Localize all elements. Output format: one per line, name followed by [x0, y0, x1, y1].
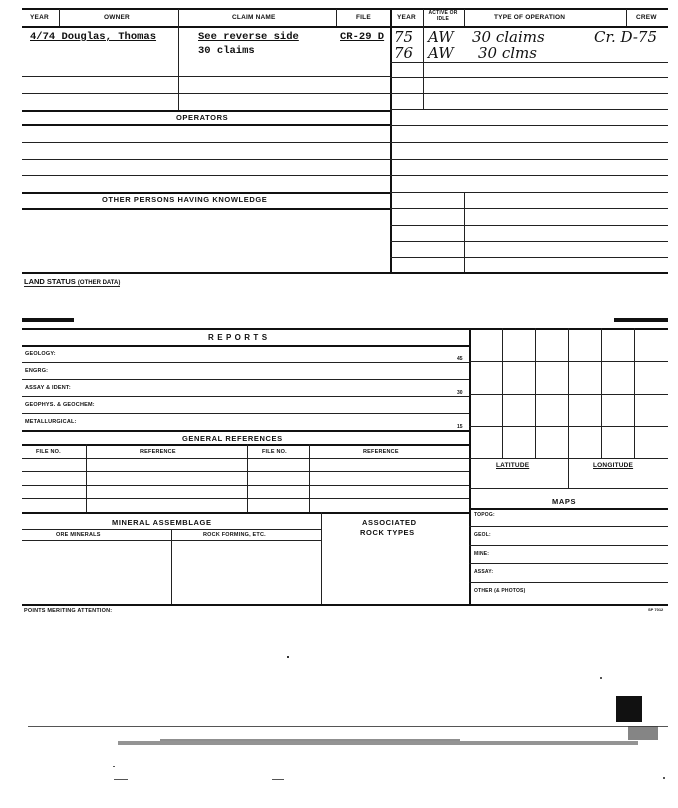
col-claim-name-header: CLAIM NAME	[232, 14, 276, 21]
longitude-label: LONGITUDE	[593, 462, 634, 469]
entry-file: CR-29 D	[340, 31, 385, 43]
hand-row2-status: AW	[428, 44, 454, 62]
report-geophys-geochem: GEOPHYS. & GEOCHEM:	[25, 402, 95, 408]
other-persons-heading: OTHER PERSONS HAVING KNOWLEDGE	[102, 195, 268, 204]
map-assay: ASSAY:	[474, 569, 494, 575]
margin-number-45: 45	[457, 356, 463, 362]
land-status-label	[24, 277, 120, 287]
margin-number-15: 15	[457, 424, 463, 430]
ore-minerals-label: ORE MINERALS	[56, 532, 101, 538]
hand-row2-type: 30 clms	[478, 44, 537, 62]
gen-ref-col-reference-2: REFERENCE	[363, 449, 399, 455]
col-owner-header: OWNER	[104, 14, 130, 21]
hand-row1-crew: Cr. D-75	[594, 28, 657, 46]
map-mine: MINE:	[474, 551, 490, 557]
entry-claim-name-line2: 30 claims	[198, 45, 255, 57]
latitude-label: LATITUDE	[496, 462, 530, 469]
operators-heading: OPERATORS	[176, 113, 229, 122]
land-status-sub: (OTHER DATA)	[77, 280, 121, 286]
col-year2-header: YEAR	[397, 14, 416, 21]
maps-heading: MAPS	[552, 497, 577, 506]
land-status-main: LAND STATUS	[24, 277, 76, 286]
report-geology: GEOLOGY:	[25, 351, 56, 357]
form-code: SP 7012	[648, 607, 664, 612]
reports-heading: R E P O R T S	[208, 333, 268, 342]
general-references-heading: GENERAL REFERENCES	[182, 434, 283, 443]
report-assay-ident: ASSAY & IDENT:	[25, 385, 71, 391]
gen-ref-col-reference-1: REFERENCE	[140, 449, 176, 455]
map-topog: TOPOG:	[474, 512, 495, 518]
col-file-header: FILE	[356, 14, 371, 21]
entry-year-owner: 4/74 Douglas, Thomas	[30, 31, 157, 43]
associated-rock-types-line2: ROCK TYPES	[360, 528, 415, 537]
map-geol: GEOL:	[474, 532, 491, 538]
hand-row1-year: 75	[394, 28, 414, 46]
report-engrg: ENGRG:	[25, 368, 49, 374]
rock-forming-label: ROCK FORMING, ETC.	[203, 532, 266, 538]
mineral-assemblage-heading: MINERAL ASSEMBLAGE	[112, 518, 212, 527]
gen-ref-col-file-no-1: FILE NO.	[36, 449, 61, 455]
col-active-idle-header: ACTIVE OR IDLE	[428, 10, 458, 22]
associated-rock-types-line1: ASSOCIATED	[362, 518, 417, 527]
entry-claim-name-line1: See reverse side	[198, 31, 299, 43]
hand-row1-status: AW	[428, 28, 454, 46]
hand-row1-type: 30 claims	[472, 28, 545, 46]
map-other-photos: OTHER (& PHOTOS)	[474, 588, 526, 594]
hand-row2-year: 76	[394, 44, 414, 62]
col-year-header: YEAR	[30, 14, 49, 21]
points-meriting-attention: POINTS MERITING ATTENTION:	[24, 608, 113, 614]
margin-number-30: 30	[457, 390, 463, 396]
col-type-of-operation-header: TYPE OF OPERATION	[494, 14, 566, 21]
col-crew-header: CREW	[636, 14, 657, 21]
report-metallurgical: METALLURGICAL:	[25, 419, 77, 425]
gen-ref-col-file-no-2: FILE NO.	[262, 449, 287, 455]
